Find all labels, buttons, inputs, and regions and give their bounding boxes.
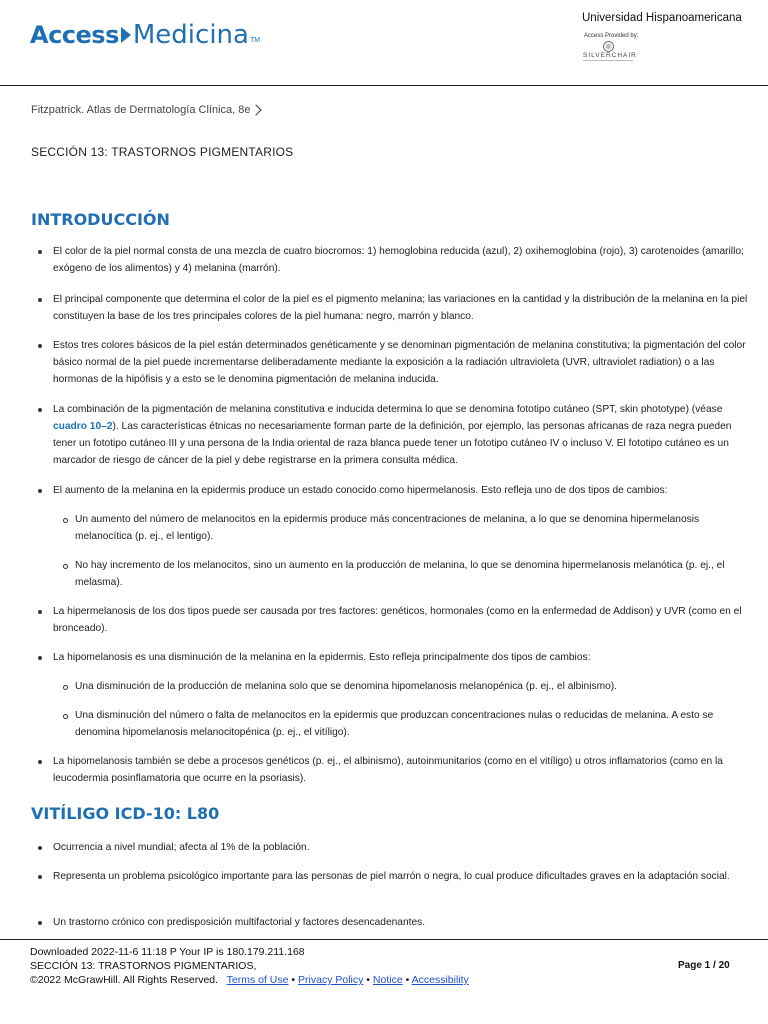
chevron-right-icon[interactable] xyxy=(251,104,262,115)
bullet-icon xyxy=(38,610,42,614)
separator: • xyxy=(291,974,296,986)
list-item: La hipomelanosis también se debe a procesos genéticos (p. ej., el albinismo), autoinmunitarios (como en el vitíligo) u otros inflamatorios (como en la leucodermia posinflamatoria que ocurre en la psoriasis). xyxy=(31,753,751,787)
breadcrumb-book-link[interactable]: Fitzpatrick. Atlas de Dermatología Clínica, 8e xyxy=(31,104,251,116)
bullet-icon xyxy=(38,408,42,412)
notice-link[interactable]: Notice xyxy=(372,974,403,986)
cuadro-link[interactable]: cuadro 10–2 xyxy=(53,421,113,432)
provided-by-label: Access Provided by: xyxy=(584,33,639,39)
footer xyxy=(30,945,469,987)
bullet-icon xyxy=(38,298,42,302)
sub-list-item: No hay incremento de los melanocitos, sino un aumento en la producción de melanina, lo que se denomina hipermelanosis melanótica (p. ej., el melasma). xyxy=(31,557,751,591)
circle-bullet-icon xyxy=(63,685,68,690)
list-item: La combinación de la pigmentación de melanina constitutiva e inducida determina lo que se denomina fototipo cutáneo (SPT, skin phototype) (véase cuadro 10–2). Las características étnicas no necesariamente forman parte de la definición, por ejemplo, las personas africanas de raza negra pueden tener un fototipo cutáneo III y una persona de la India oriental de raza blanca puede tener un fototipo cutáneo IV o incluso V. El fototipo cutáneo es un marcador de riesgo de cáncer de la piel y debe registrarse en la primera consulta médica. xyxy=(31,401,751,469)
silverchair-label: SILVERCHAIR xyxy=(583,52,637,59)
accessibility-link[interactable]: Accessibility xyxy=(411,974,469,986)
page-number: Page 1 / 20 xyxy=(678,960,730,971)
terms-of-use-link[interactable]: Terms of Use xyxy=(226,974,289,986)
list-item: Un trastorno crónico con predisposición multifactorial y factores desencadenantes. xyxy=(31,914,751,931)
bullet-icon xyxy=(38,760,42,764)
list-item: El color de la piel normal consta de una mezcla de cuatro biocromos: 1) hemoglobina reducida (azul), 2) oxihemoglobina (rojo), 3) carotenoides (amarillo; exógeno de los alimentos) y 4) melanina (marrón). xyxy=(31,243,751,277)
logo-arrow-icon xyxy=(121,27,131,43)
footer-section: SECCIÓN 13: TRASTORNOS PIGMENTARIOS, xyxy=(30,960,257,972)
heading-vitiligo: VITÍLIGO ICD-10: L80 xyxy=(31,804,220,823)
breadcrumb[interactable] xyxy=(31,104,260,116)
sub-list-item: Una disminución del número o falta de melanocitos en la epidermis que produzcan concentraciones nulas o reducidas de melanina. A esto se denomina hipomelanosis melanocitopénica (p. ej., el vitíligo). xyxy=(31,707,751,741)
logo-tm: TM xyxy=(249,37,261,44)
copyright: ©2022 McGrawHill. All Rights Reserved. xyxy=(30,974,219,986)
heading-introduccion: INTRODUCCIÓN xyxy=(31,210,170,229)
list-item: La hipomelanosis es una disminución de la melanina en la epidermis. Esto refleja principalmente dos tipos de cambios: xyxy=(31,649,751,666)
institution-name: Universidad Hispanoamericana xyxy=(582,12,742,24)
download-info: Downloaded 2022-11-6 11:18 P Your IP is 180.179.211.168 xyxy=(30,946,305,958)
section-title: SECCIÓN 13: TRASTORNOS PIGMENTARIOS xyxy=(31,145,294,159)
silverchair-logo-icon xyxy=(603,41,614,52)
list-item: El aumento de la melanina en la epidermis produce un estado conocido como hipermelanosis. Esto refleja uno de dos tipos de cambios: xyxy=(31,482,751,499)
circle-bullet-icon xyxy=(63,518,68,523)
logo-medicina-text: Medicina xyxy=(132,20,249,50)
bullet-icon xyxy=(38,489,42,493)
list-item: Representa un problema psicológico importante para las personas de piel marrón o negra, lo cual produce dificultades graves en la adaptación social. xyxy=(31,868,751,885)
sub-list-item: Un aumento del número de melanocitos en la epidermis produce más concentraciones de melanina, a lo que se denomina hipermelanosis melanocítica (p. ej., el lentigo). xyxy=(31,511,751,545)
footer-divider xyxy=(0,939,768,940)
separator: • xyxy=(366,974,370,986)
bullet-icon xyxy=(38,656,42,660)
list-item: La hipermelanosis de los dos tipos puede ser causada por tres factores: genéticos, hormonales (como en la enfermedad de Addison) y UVR (como en el bronceado). xyxy=(31,603,751,637)
sub-list-item: Una disminución de la producción de melanina solo que se denomina hipomelanosis melanopénica (p. ej., el albinismo). xyxy=(31,678,751,695)
circle-bullet-icon xyxy=(63,714,68,719)
bullet-icon xyxy=(38,921,42,925)
bullet-icon xyxy=(38,875,42,879)
list-item: El principal componente que determina el color de la piel es el pigmento melanina; las variaciones en la cantidad y la distribución de la melanina en la piel constituyen la base de los tres principales colores de la piel humana: negro, marrón y blanco. xyxy=(31,291,751,325)
bullet-icon xyxy=(38,250,42,254)
separator: • xyxy=(405,974,410,986)
access-medicina-logo[interactable] xyxy=(30,14,260,50)
list-item: Ocurrencia a nivel mundial; afecta al 1% de la población. xyxy=(31,839,751,856)
bullet-icon xyxy=(38,344,42,348)
bullet-icon xyxy=(38,846,42,850)
silverchair-divider xyxy=(583,60,633,61)
list-item: Estos tres colores básicos de la piel están determinados genéticamente y se denominan pigmentación de melanina constitutiva; la pigmentación del color básico normal de la piel puede incrementarse deliberadamente mediante la exposición a la radiación ultravioleta (UVR, ultraviolet radiation) o a las hormonas de la hipófisis y a esto se le denomina pigmentación de melanina inducida. xyxy=(31,337,751,388)
logo-access-text: Access xyxy=(30,21,119,49)
header-divider xyxy=(0,85,768,86)
privacy-policy-link[interactable]: Privacy Policy xyxy=(298,974,364,986)
circle-bullet-icon xyxy=(63,564,68,569)
